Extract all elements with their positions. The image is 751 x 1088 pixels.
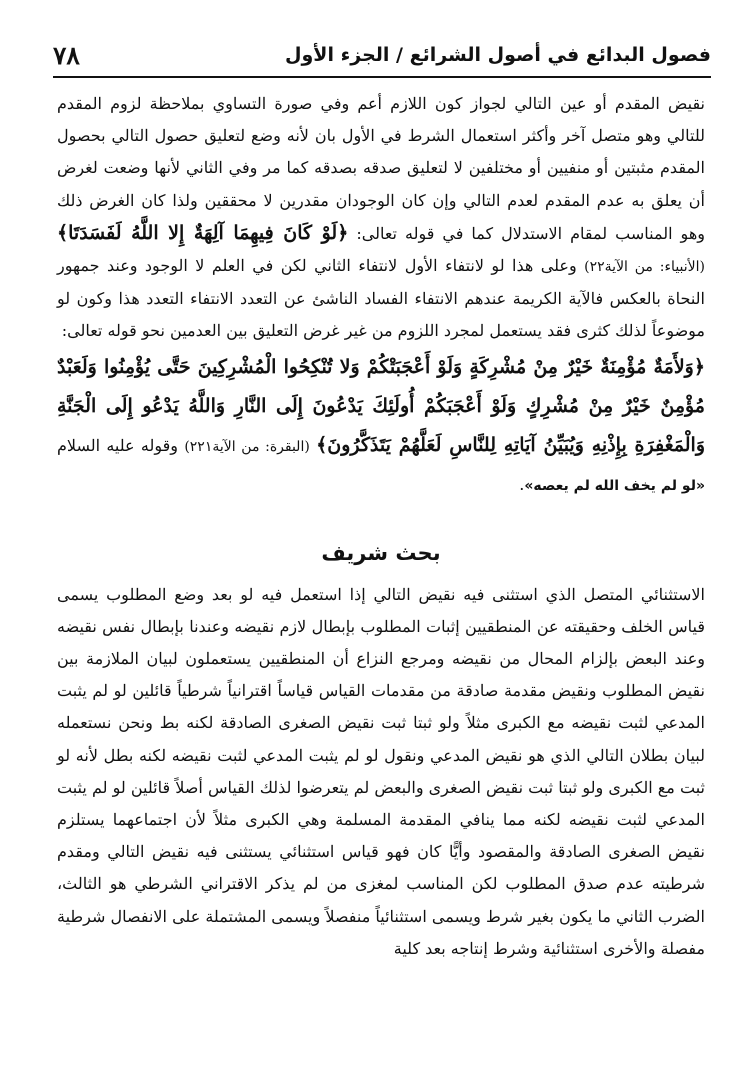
verse-2-reference: (البقرة: من الآية٢٢١)	[184, 438, 310, 455]
paragraph-1b-text: وعلى هذا لو لانتفاء الأول لانتفاء الثاني لكن في العلم لا الوجود وعند جمهور النحاة بالعكس فالآية الكريمة عندهم الانتفاء الفساد الناشئ عن التعدد الانتفاء التعدد هذا وكون لو موضوعاً لذلك كثرى فقد يستعمل لمجرد اللزوم من غير غرض التعليق بين العدمين نحو قوله تعالى:	[57, 256, 705, 341]
paragraph-2: ﴿وَلأَمَةٌ مُؤْمِنَةٌ خَيْرٌ مِنْ مُشْرِكَةٍ وَلَوْ أَعْجَبَتْكُمْ وَلا تُنْكِحُوا الْمُشْرِكِينَ حَتَّى يُؤْمِنُوا وَلَعَبْدٌ مُؤْمِنٌ خَيْرٌ مِنْ مُشْرِكٍ وَلَوْ أَعْجَبَكُمْ أُولَئِكَ يَدْعُونَ إِلَى النَّارِ وَاللَّهُ يَدْعُو إِلَى الْجَنَّةِ وَالْمَغْفِرَةِ بِإِذْنِهِ وَيُبَيِّنُ آيَاتِهِ لِلنَّاسِ لَعَلَّهُمْ يَتَذَكَّرُونَ﴾ (البقرة: من الآية٢٢١) وقوله عليه السلام «لو لم يخف الله لم يعصه».	[57, 355, 706, 494]
page-number: ٧٨	[53, 40, 80, 70]
paragraph-1-text: نقيض المقدم أو عين التالي لجواز كون اللازم أعم وفي صورة التساوي بملاحظة لزوم المقدم للتالي وهو متصل آخر وأكثر استعمال الشرط في الأول بان لأنه وضع لتعليق حصول التالي بحصول المقدم مثبتين أو منفيين أو مختلفين لا لتعليق صدقه بصدقه كما مر وفي الثاني لأنها وضعت لغرض أن يعلق به عدم المقدم لعدم التالي وإن كان الوجودان مقدرين لا محققين ولذا كان الغرض ذلك وهو المناسب لمقام الاستدلال كما في قوله تعالى:	[57, 94, 705, 243]
verse-block	[57, 348, 705, 505]
book-title: فصول البدائع في أصول الشرائع / الجزء الأول	[285, 44, 711, 66]
paragraph-2-tail: وقوله عليه السلام	[57, 435, 178, 455]
section-title: بحث شريف	[321, 540, 441, 565]
quran-verse-1: ﴿لَوْ كَانَ فِيهِمَا آلِهَةٌ إِلا اللَّهُ لَفَسَدَتَا﴾	[57, 221, 349, 244]
paragraph-1	[57, 88, 705, 348]
quran-verse-2: ﴿وَلأَمَةٌ مُؤْمِنَةٌ خَيْرٌ مِنْ مُشْرِكَةٍ وَلَوْ أَعْجَبَتْكُمْ وَلا تُنْكِحُوا الْمُشْرِكِينَ حَتَّى يُؤْمِنُوا وَلَعَبْدٌ مُؤْمِنٌ خَيْرٌ مِنْ مُشْرِكٍ وَلَوْ أَعْجَبَكُمْ أُولَئِكَ يَدْعُونَ إِلَى النَّارِ وَاللَّهُ يَدْعُو إِلَى الْجَنَّةِ وَالْمَغْفِرَةِ بِإِذْنِهِ وَيُبَيِّنُ آيَاتِهِ لِلنَّاسِ لَعَلَّهُمْ يَتَذَكَّرُونَ﴾	[57, 355, 706, 456]
page-header	[53, 34, 711, 78]
page-body	[57, 88, 705, 965]
hadith-quote: «لو لم يخف الله لم يعصه»	[524, 477, 705, 494]
paragraph-3: الاستثنائي المتصل الذي استثنى فيه نقيض التالي إذا استعمل فيه لو بعد وضع المطلوب يسمى قياس الخلف وحقيقته عن المنطقيين إثبات المطلوب بإبطال لازم نقيضه وعندنا بإبطال نفس نقيضه وعند البعض بإلزام المحال من نقيضه ومرجع النزاع أن المنطقيين يستعملون لبيان الملازمة بين نقيض المطلوب ونقيض مقدمة صادقة من مقدمات القياس قياساً اقترانياً شرطياً قائلين لو لم يثبت المدعي لثبت نقيضه مع الكبرى مثلاً ولو ثبتا ثبت نقيض الصغرى الصادقة لكنه بط ونحن نستعمله لبيان بطلان التالي الذي هو نقيض المدعي ونقول لو لم يثبت المدعي لثبت نقيضه لكنه بطل لأنه لو ثبت مع الكبرى ولو ثبتا ثبت نقيض الصغرى والبعض لم يتعرضوا لذلك القياس أصلاً قائلين لو لم يثبت المدعي لثبت نقيضه لكنه مما ينافي المقدمة المسلمة وهي الكبرى مثلاً لأن اجتماعهما يستلزم نقيض الصغرى الصادقة والمقصود وأيًّا كان فهو قياس استثنائي يستثنى فيه نقيض التالي ومقدم شرطيته عدم صدق المطلوب لكن المناسب لمغزى من لم يذكر الاقتراني الشرطي هو الثالث، الضرب الثاني ما يكون بغير شرط ويسمى استثنائياً منفصلاً ويسمى المشتملة على الانفصال شرطية مفصلة والأخرى استثنائية وشرط إنتاجه بعد كلية	[57, 584, 705, 958]
verse-1-reference: (الأنبياء: من الآية٢٢)	[584, 259, 705, 276]
